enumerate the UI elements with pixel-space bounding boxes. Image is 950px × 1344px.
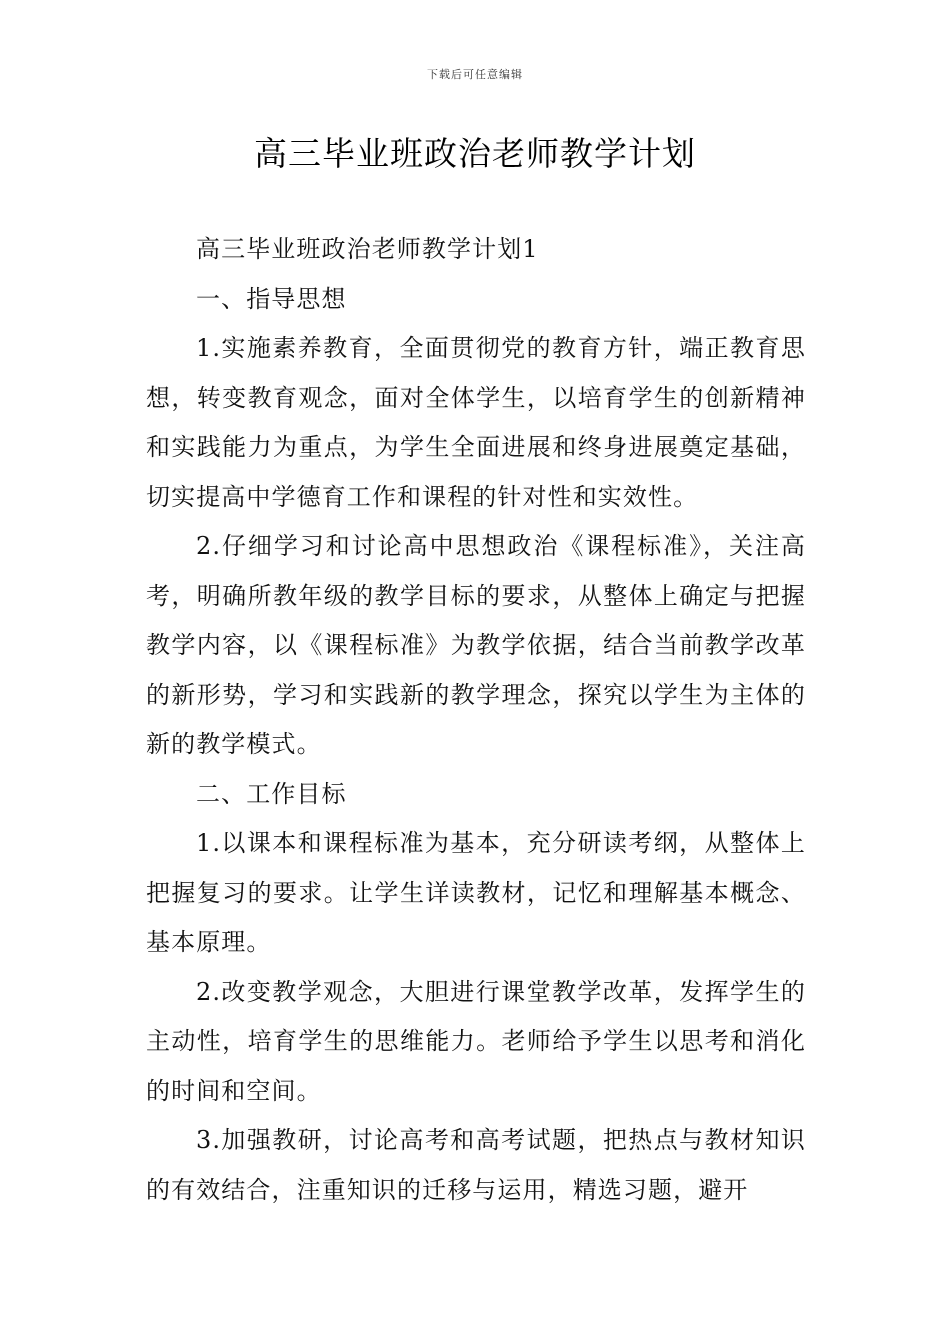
section-heading-work-goals: 二、工作目标 bbox=[196, 779, 347, 808]
paragraph-goal-2: 2.改变教学观念，大胆进行课堂教学改革，发挥学生的主动性，培育学生的思维能力。老师给予学生以思考和消化的时间和空间。 bbox=[146, 977, 806, 1105]
paragraph-goal-3: 3.加强教研，讨论高考和高考试题，把热点与教材知识的有效结合，注重知识的迁移与运用，精选习题，避开 bbox=[146, 1126, 806, 1204]
paragraph-guiding-1: 1.实施素养教育，全面贯彻党的教育方针，端正教育思想，转变教育观念，面对全体学生，以培育学生的创新精神和实践能力为重点，为学生全面进展和终身进展奠定基础，切实提高中学德育工作和课程的针对性和实效性。 bbox=[146, 334, 806, 511]
paragraph-goal-1: 1.以课本和课程标准为基本，充分研读考纲，从整体上把握复习的要求。让学生详读教材，记忆和理解基本概念、基本原理。 bbox=[146, 829, 806, 956]
document-title: 高三毕业班政治老师教学计划 bbox=[254, 134, 696, 173]
header-note: 下载后可任意编辑 bbox=[427, 68, 523, 81]
document-body bbox=[146, 225, 806, 1215]
section-subtitle: 高三毕业班政治老师教学计划1 bbox=[196, 235, 539, 263]
section-heading-guiding-thought: 一、指导思想 bbox=[196, 284, 347, 313]
paragraph-guiding-2: 2.仔细学习和讨论高中思想政治《课程标准》，关注高考，明确所教年级的教学目标的要求，从整体上确定与把握教学内容，以《课程标准》为教学依据，结合当前教学改革的新形势，学习和实践新的教学理念，探究以学生为主体的新的教学模式。 bbox=[146, 532, 806, 758]
